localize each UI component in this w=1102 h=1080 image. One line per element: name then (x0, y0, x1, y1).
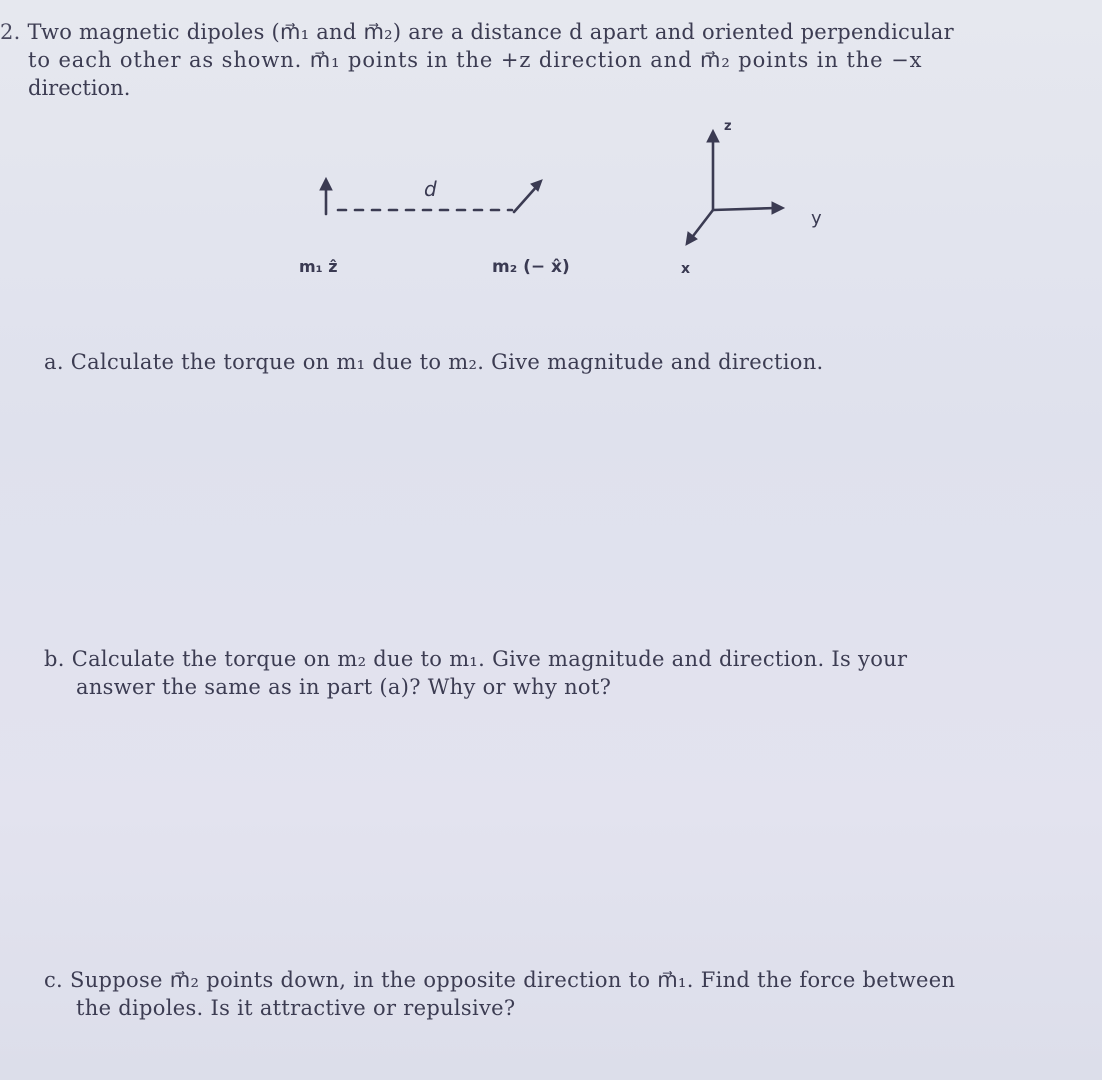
axis-x-label: x (681, 261, 691, 277)
axis-y-label: y (811, 208, 822, 229)
question-c (44, 966, 955, 1022)
m2-arrow (514, 180, 542, 212)
question-a-text: Calculate the torque on m₁ due to m₂. Give magnitude and direction. (70, 350, 824, 374)
question-b-line-1: b. Calculate the torque on m₂ due to m₁. Give magnitude and direction. Is your (44, 647, 908, 671)
y-axis (713, 208, 776, 210)
distance-label: d (424, 177, 437, 201)
dipole-diagram (0, 0, 1102, 300)
m2-label: m₂ (− x̂) (492, 257, 570, 277)
m1-label: m₁ ẑ (299, 257, 338, 276)
axis-z-label: z (724, 119, 732, 134)
question-b-line-2: answer the same as in part (a)? Why or why not? (76, 675, 612, 699)
question-c-line-2: the dipoles. Is it attractive or repulsive? (76, 996, 516, 1020)
question-b (44, 645, 907, 701)
question-b-marker: b. (44, 647, 65, 671)
problem-stem-line-2: to each other as shown. m⃗₁ points in the +z direction and m⃗₂ points in the −x (28, 48, 923, 72)
question-a (44, 348, 824, 376)
problem-stem-line-3: direction. (28, 76, 131, 100)
question-a-marker: a. (44, 350, 64, 374)
m1-arrow (320, 178, 332, 214)
problem-number: 2. (0, 20, 21, 44)
question-c-marker: c. (44, 968, 64, 992)
problem-stem-line-1: 2. Two magnetic dipoles (m⃗₁ and m⃗₂) are a distance d apart and oriented perpendicular (0, 20, 954, 44)
question-c-line-1: c. Suppose m⃗₂ points down, in the opposite direction to m⃗₁. Find the force between (44, 968, 956, 992)
x-axis (690, 210, 713, 240)
coordinate-axes (686, 130, 784, 245)
